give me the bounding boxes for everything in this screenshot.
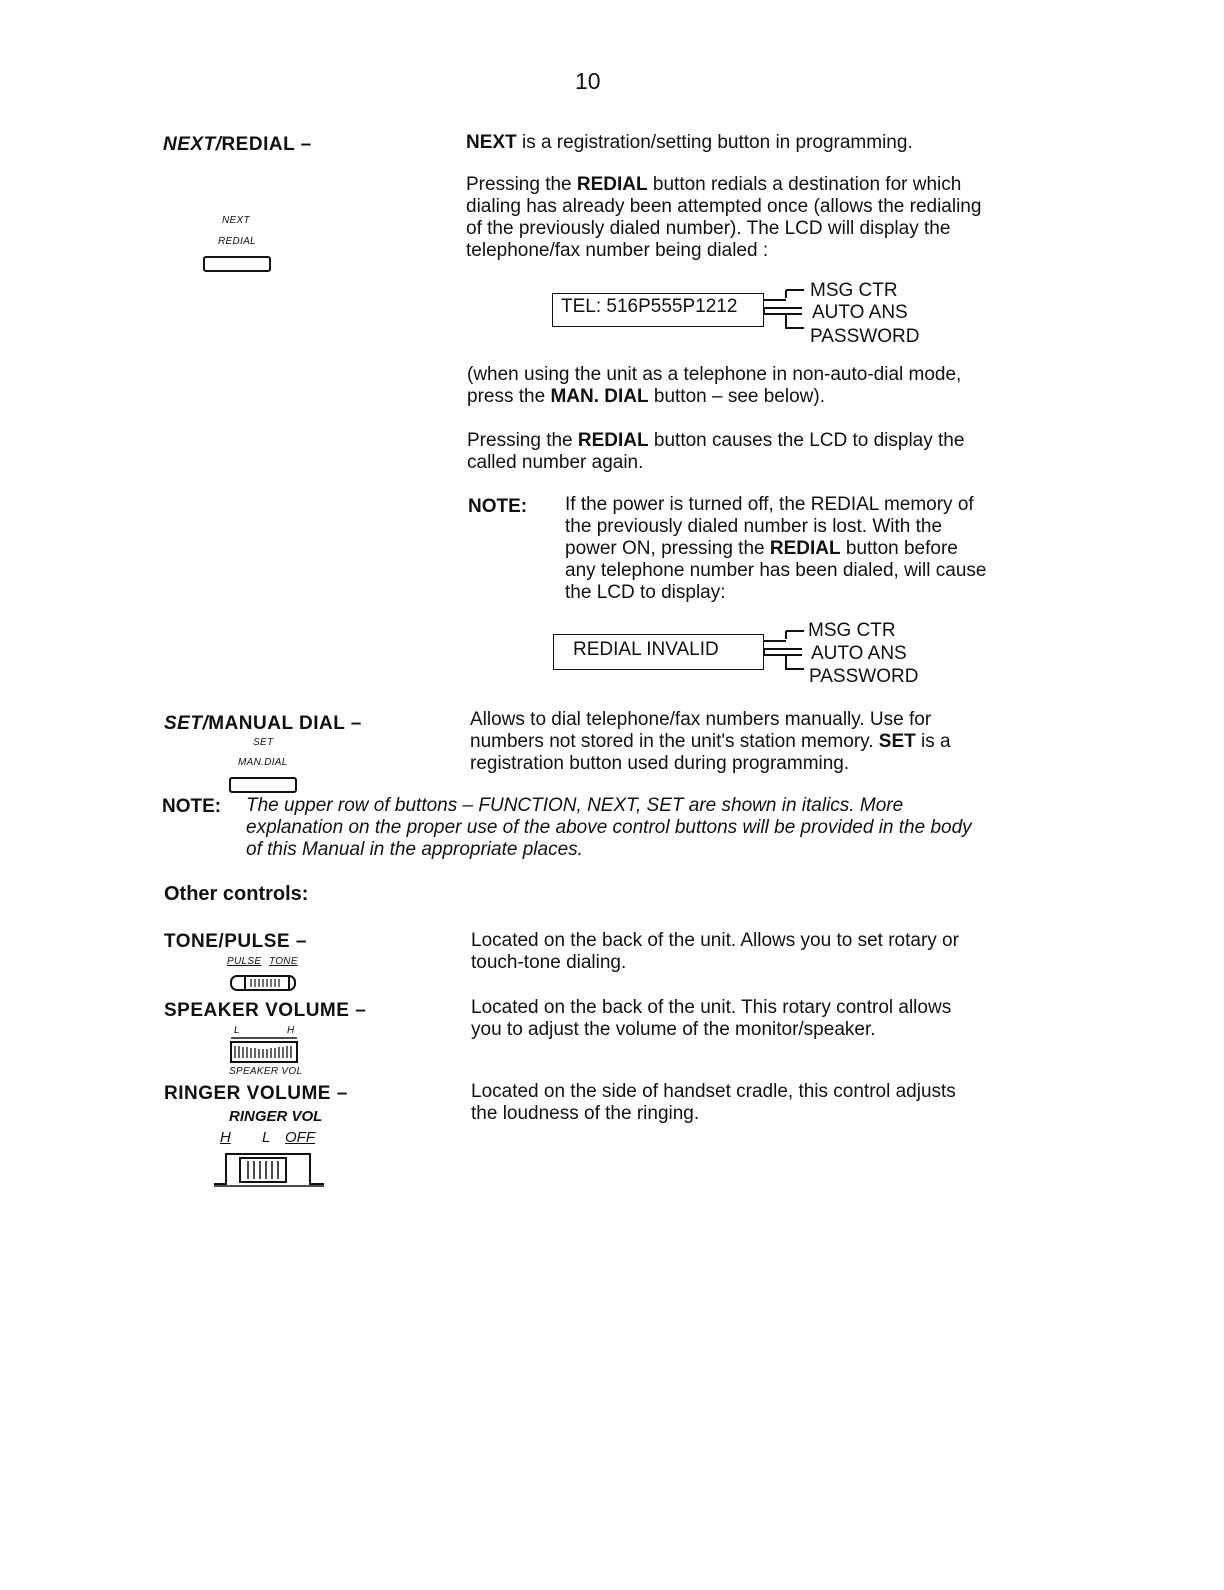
redial-term-rest: REDIAL – [221, 134, 312, 155]
manual-dial-term-rest: MANUAL DIAL – [208, 713, 362, 734]
redial-again-paragraph [467, 430, 964, 474]
text: Pressing the [466, 174, 577, 195]
tone-pulse-switch-icon [229, 970, 301, 996]
page-number: 10 [575, 68, 601, 94]
ringer-line-2: the loudness of the ringing. [471, 1103, 700, 1124]
next-description-text: is a registration/setting button in programming. [516, 132, 913, 153]
lcd2-option-auto-ans: AUTO ANS [811, 643, 907, 664]
speaker-vol-caption: SPEAKER VOL [229, 1066, 303, 1077]
ringer-off-label: OFF [285, 1129, 315, 1146]
set-term-italic: SET/ [164, 713, 209, 734]
note-text [565, 494, 986, 604]
next-redial-button-icon [203, 256, 271, 272]
redial-again-line-2: called number again. [467, 452, 644, 473]
italic-note-label: NOTE: [162, 796, 222, 817]
lcd-display-tel [552, 293, 764, 327]
tone-pulse-term: TONE/PULSE – [164, 931, 307, 952]
set-bold: SET [878, 731, 916, 752]
next-term-italic: NEXT/ [163, 134, 222, 155]
text: button causes the LCD to display the [648, 430, 965, 451]
tone-pulse-description [471, 930, 959, 974]
italic-note-line-3: of this Manual in the appropriate places. [246, 839, 583, 860]
redial-icon-label: REDIAL [218, 236, 256, 247]
redial-line-3: of the previously dialed number). The LCD will display the [466, 218, 951, 239]
redial-again-line-1 [467, 430, 964, 452]
italic-note-line-1: The upper row of buttons – FUNCTION, NEXT, SET are shown in italics. More [246, 795, 904, 816]
note-line-2: the previously dialed number is lost. With the [565, 516, 943, 537]
ringer-volume-description [471, 1081, 956, 1125]
text: button redials a destination for which [647, 174, 962, 195]
text: Pressing the [467, 430, 578, 451]
lcd1-option-msg-ctr: MSG CTR [810, 280, 898, 301]
italic-note-text [246, 795, 972, 861]
pulse-label: PULSE [227, 956, 262, 967]
note-line-3 [565, 538, 986, 560]
text: power ON, pressing the [565, 538, 770, 559]
ringer-volume-switch-icon [212, 1148, 327, 1190]
lcd-bracket-connector [762, 625, 812, 681]
set-line-1: Allows to dial telephone/fax numbers manually. Use for [470, 709, 932, 730]
tone-line-2: touch-tone dialing. [471, 952, 627, 973]
next-description [466, 132, 913, 154]
other-controls-heading: Other controls: [164, 883, 309, 905]
text: button before [840, 538, 958, 559]
lcd-bracket-connector [762, 284, 812, 340]
text: press the [467, 386, 551, 407]
speaker-line-1: Located on the back of the unit. This rotary control allows [471, 997, 952, 1018]
redial-bold: REDIAL [769, 538, 841, 559]
text: is a [915, 731, 951, 752]
hint-line-1: (when using the unit as a telephone in non-auto-dial mode, [467, 364, 962, 385]
redial-line-4: telephone/fax number being dialed : [466, 240, 769, 261]
redial-bold: REDIAL [577, 430, 649, 451]
note-label: NOTE: [468, 496, 528, 517]
redial-paragraph [466, 174, 981, 262]
ringer-line-1: Located on the side of handset cradle, this control adjusts [471, 1081, 956, 1102]
ringer-low-label: L [262, 1129, 271, 1146]
next-icon-label: NEXT [222, 215, 250, 226]
speaker-volume-description [471, 997, 951, 1041]
lcd-display-redial-invalid [553, 634, 764, 670]
note-line-1: If the power is turned off, the REDIAL memory of [565, 494, 974, 515]
lcd-tel-text: TEL: 516P555P1212 [561, 296, 738, 317]
text: numbers not stored in the unit's station memory. [470, 731, 879, 752]
redial-line-1 [466, 174, 981, 196]
speaker-low-label: L [234, 1025, 240, 1036]
redial-line-2: dialing has already been attempted once (allows the redialing [466, 196, 982, 217]
lcd1-option-password: PASSWORD [810, 326, 920, 347]
lcd-redial-invalid-text: REDIAL INVALID [573, 639, 719, 660]
hint-line-2 [467, 386, 961, 408]
note-line-5: the LCD to display: [565, 582, 726, 603]
next-redial-term [163, 134, 312, 156]
lcd1-option-auto-ans: AUTO ANS [812, 302, 908, 323]
set-line-2 [470, 731, 951, 753]
speaker-high-label: H [287, 1025, 295, 1036]
redial-bold: REDIAL [576, 174, 648, 195]
ringer-volume-term: RINGER VOLUME – [164, 1083, 348, 1104]
set-manual-dial-button-icon [229, 777, 297, 793]
tone-line-1: Located on the back of the unit. Allows you to set rotary or [471, 930, 959, 951]
tone-label: TONE [269, 956, 298, 967]
ringer-high-label: H [220, 1129, 231, 1146]
italic-note-line-2: explanation on the proper use of the above control buttons will be provided in the body [246, 817, 972, 838]
lcd2-option-msg-ctr: MSG CTR [808, 620, 896, 641]
speaker-volume-term: SPEAKER VOLUME – [164, 1000, 367, 1021]
set-manual-description [470, 709, 951, 775]
speaker-line-2: you to adjust the volume of the monitor/speaker. [471, 1019, 876, 1040]
man-dial-icon-label: MAN.DIAL [238, 757, 288, 768]
set-line-3: registration button used during programming. [470, 753, 850, 774]
lcd2-option-password: PASSWORD [809, 666, 919, 687]
ringer-vol-title: RINGER VOL [229, 1108, 323, 1125]
text: button – see below). [648, 386, 825, 407]
note-line-4: any telephone number has been dialed, will cause [565, 560, 987, 581]
set-icon-label: SET [253, 737, 274, 748]
manual-dial-hint [467, 364, 961, 408]
set-manual-dial-term [164, 713, 362, 735]
speaker-volume-dial-icon [229, 1036, 301, 1066]
next-bold: NEXT [466, 132, 517, 153]
man-dial-bold: MAN. DIAL [550, 386, 649, 407]
